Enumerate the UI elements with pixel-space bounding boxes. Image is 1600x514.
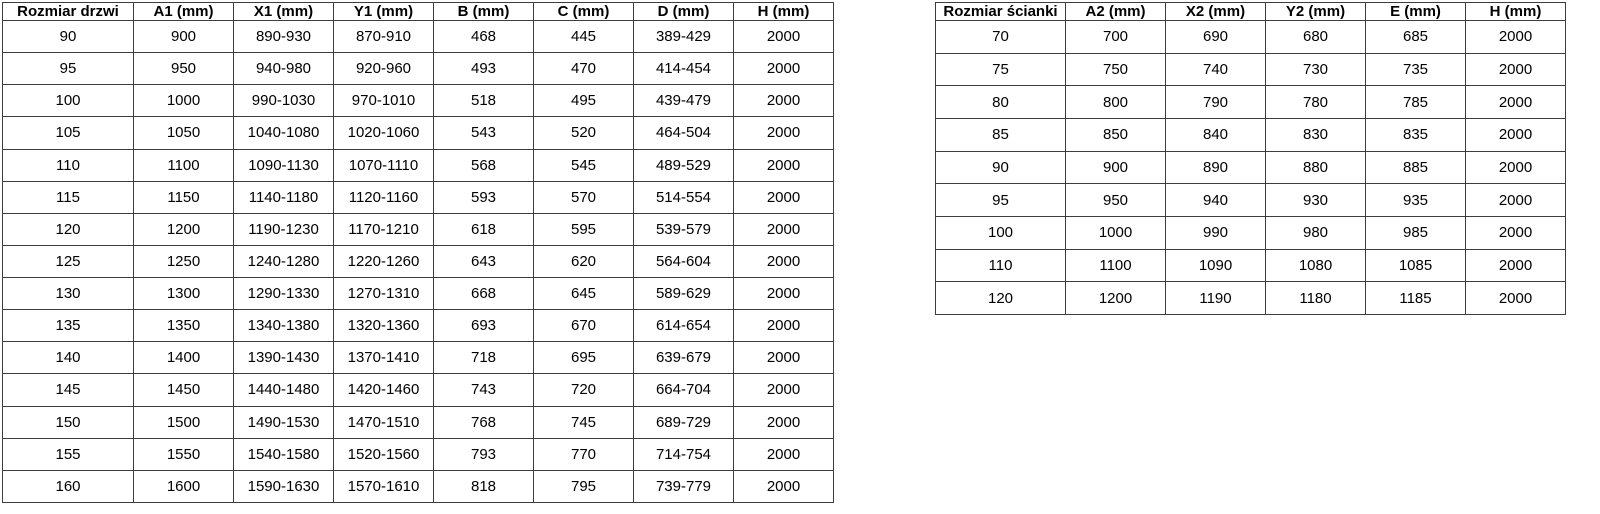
table-cell: 140 — [3, 342, 134, 374]
table-row — [936, 118, 1566, 151]
table-cell: 1140-1180 — [234, 181, 334, 213]
table-cell: 1200 — [1066, 282, 1166, 315]
table-cell: 100 — [3, 85, 134, 117]
table-cell: 90 — [3, 21, 134, 53]
table-cell: 690 — [1166, 21, 1266, 54]
table-cell: 1320-1360 — [334, 310, 434, 342]
table-cell: 735 — [1366, 53, 1466, 86]
table-cell: 2000 — [734, 85, 834, 117]
table-cell: 950 — [134, 53, 234, 85]
table-cell: 740 — [1166, 53, 1266, 86]
table-cell: 1170-1210 — [334, 213, 434, 245]
table-cell: 880 — [1266, 151, 1366, 184]
table-cell: 120 — [936, 282, 1066, 315]
table-cell: 1040-1080 — [234, 117, 334, 149]
table-cell: 1120-1160 — [334, 181, 434, 213]
table-cell: 2000 — [1466, 151, 1566, 184]
table-cell: 145 — [3, 374, 134, 406]
table-row — [3, 181, 834, 213]
table-row — [3, 245, 834, 277]
table-cell: 115 — [3, 181, 134, 213]
table-cell: 935 — [1366, 184, 1466, 217]
table-cell: 495 — [534, 85, 634, 117]
table-cell: 670 — [534, 310, 634, 342]
table-cell: 1020-1060 — [334, 117, 434, 149]
table-cell: 80 — [936, 86, 1066, 119]
table-cell: 1240-1280 — [234, 245, 334, 277]
table-row — [936, 21, 1566, 54]
table-cell: 2000 — [734, 53, 834, 85]
table-row — [936, 184, 1566, 217]
table-row — [936, 86, 1566, 119]
table-cell: 1420-1460 — [334, 374, 434, 406]
table-cell: 870-910 — [334, 21, 434, 53]
column-header: C (mm) — [534, 3, 634, 21]
table-cell: 1520-1560 — [334, 438, 434, 470]
table-cell: 2000 — [734, 117, 834, 149]
table-cell: 1090-1130 — [234, 149, 334, 181]
table-cell: 1090 — [1166, 249, 1266, 282]
table-cell: 70 — [936, 21, 1066, 54]
table-cell: 643 — [434, 245, 534, 277]
table-cell: 780 — [1266, 86, 1366, 119]
table-row — [3, 85, 834, 117]
column-header: Rozmiar drzwi — [3, 3, 134, 21]
table-cell: 685 — [1366, 21, 1466, 54]
table-cell: 2000 — [1466, 249, 1566, 282]
table-cell: 150 — [3, 406, 134, 438]
table-row — [3, 342, 834, 374]
table-cell: 2000 — [734, 470, 834, 502]
table-cell: 545 — [534, 149, 634, 181]
column-header: Y2 (mm) — [1266, 3, 1366, 21]
table-cell: 693 — [434, 310, 534, 342]
table-cell: 1200 — [134, 213, 234, 245]
table-cell: 1400 — [134, 342, 234, 374]
table-row — [3, 53, 834, 85]
table-cell: 1050 — [134, 117, 234, 149]
table-cell: 2000 — [1466, 53, 1566, 86]
table-cell: 518 — [434, 85, 534, 117]
table-cell: 1500 — [134, 406, 234, 438]
table-cell: 2000 — [734, 149, 834, 181]
table-cell: 1150 — [134, 181, 234, 213]
table-cell: 1085 — [1366, 249, 1466, 282]
table-row — [3, 310, 834, 342]
table-cell: 1250 — [134, 245, 234, 277]
table-cell: 155 — [3, 438, 134, 470]
table-cell: 1370-1410 — [334, 342, 434, 374]
door-table-header-row — [3, 3, 834, 21]
table-cell: 95 — [936, 184, 1066, 217]
table-cell: 2000 — [734, 342, 834, 374]
table-cell: 130 — [3, 278, 134, 310]
column-header: A1 (mm) — [134, 3, 234, 21]
table-cell: 95 — [3, 53, 134, 85]
table-cell: 445 — [534, 21, 634, 53]
table-cell: 750 — [1066, 53, 1166, 86]
table-cell: 2000 — [734, 181, 834, 213]
table-cell: 125 — [3, 245, 134, 277]
wall-size-table — [935, 2, 1566, 315]
table-cell: 2000 — [734, 374, 834, 406]
table-cell: 568 — [434, 149, 534, 181]
table-cell: 745 — [534, 406, 634, 438]
table-cell: 970-1010 — [334, 85, 434, 117]
table-cell: 720 — [534, 374, 634, 406]
table-row — [3, 470, 834, 502]
table-cell: 885 — [1366, 151, 1466, 184]
column-header: Y1 (mm) — [334, 3, 434, 21]
table-cell: 795 — [534, 470, 634, 502]
table-cell: 900 — [1066, 151, 1166, 184]
table-row — [3, 149, 834, 181]
table-cell: 985 — [1366, 216, 1466, 249]
table-cell: 90 — [936, 151, 1066, 184]
column-header: H (mm) — [734, 3, 834, 21]
table-row — [3, 406, 834, 438]
table-cell: 470 — [534, 53, 634, 85]
table-cell: 2000 — [1466, 184, 1566, 217]
table-cell: 840 — [1166, 118, 1266, 151]
table-cell: 689-729 — [634, 406, 734, 438]
table-cell: 818 — [434, 470, 534, 502]
table-cell: 718 — [434, 342, 534, 374]
table-cell: 389-429 — [634, 21, 734, 53]
table-cell: 100 — [936, 216, 1066, 249]
column-header: D (mm) — [634, 3, 734, 21]
table-cell: 1270-1310 — [334, 278, 434, 310]
table-cell: 890 — [1166, 151, 1266, 184]
column-header: B (mm) — [434, 3, 534, 21]
table-cell: 1450 — [134, 374, 234, 406]
table-cell: 850 — [1066, 118, 1166, 151]
table-cell: 85 — [936, 118, 1066, 151]
table-cell: 1080 — [1266, 249, 1366, 282]
table-cell: 668 — [434, 278, 534, 310]
table-cell: 2000 — [1466, 216, 1566, 249]
table-cell: 980 — [1266, 216, 1366, 249]
table-cell: 790 — [1166, 86, 1266, 119]
table-row — [936, 53, 1566, 86]
table-row — [3, 278, 834, 310]
table-cell: 105 — [3, 117, 134, 149]
table-cell: 1070-1110 — [334, 149, 434, 181]
table-cell: 1570-1610 — [334, 470, 434, 502]
table-cell: 1220-1260 — [334, 245, 434, 277]
table-cell: 2000 — [734, 213, 834, 245]
table-cell: 695 — [534, 342, 634, 374]
table-cell: 2000 — [1466, 118, 1566, 151]
table-cell: 768 — [434, 406, 534, 438]
table-cell: 1185 — [1366, 282, 1466, 315]
table-cell: 1470-1510 — [334, 406, 434, 438]
table-row — [936, 216, 1566, 249]
table-row — [936, 249, 1566, 282]
table-cell: 589-629 — [634, 278, 734, 310]
table-cell: 75 — [936, 53, 1066, 86]
table-cell: 1100 — [1066, 249, 1166, 282]
table-cell: 743 — [434, 374, 534, 406]
table-cell: 770 — [534, 438, 634, 470]
table-cell: 2000 — [1466, 21, 1566, 54]
table-cell: 2000 — [734, 21, 834, 53]
table-row — [3, 213, 834, 245]
table-cell: 160 — [3, 470, 134, 502]
table-cell: 2000 — [734, 310, 834, 342]
table-cell: 110 — [936, 249, 1066, 282]
table-cell: 1390-1430 — [234, 342, 334, 374]
table-cell: 489-529 — [634, 149, 734, 181]
table-cell: 1180 — [1266, 282, 1366, 315]
table-cell: 414-454 — [634, 53, 734, 85]
table-cell: 680 — [1266, 21, 1366, 54]
table-cell: 570 — [534, 181, 634, 213]
table-cell: 1490-1530 — [234, 406, 334, 438]
table-cell: 614-654 — [634, 310, 734, 342]
table-cell: 1540-1580 — [234, 438, 334, 470]
table-cell: 2000 — [734, 406, 834, 438]
table-cell: 1440-1480 — [234, 374, 334, 406]
table-cell: 730 — [1266, 53, 1366, 86]
table-cell: 639-679 — [634, 342, 734, 374]
table-cell: 439-479 — [634, 85, 734, 117]
table-cell: 1590-1630 — [234, 470, 334, 502]
table-cell: 1190-1230 — [234, 213, 334, 245]
table-cell: 990-1030 — [234, 85, 334, 117]
table-cell: 1350 — [134, 310, 234, 342]
table-cell: 514-554 — [634, 181, 734, 213]
column-header: X1 (mm) — [234, 3, 334, 21]
table-cell: 520 — [534, 117, 634, 149]
table-cell: 595 — [534, 213, 634, 245]
table-cell: 940-980 — [234, 53, 334, 85]
table-cell: 1550 — [134, 438, 234, 470]
table-cell: 468 — [434, 21, 534, 53]
table-cell: 664-704 — [634, 374, 734, 406]
table-cell: 2000 — [734, 245, 834, 277]
table-cell: 593 — [434, 181, 534, 213]
table-row — [3, 21, 834, 53]
column-header: H (mm) — [1466, 3, 1566, 21]
column-header: A2 (mm) — [1066, 3, 1166, 21]
table-cell: 700 — [1066, 21, 1166, 54]
table-row — [936, 151, 1566, 184]
table-cell: 1190 — [1166, 282, 1266, 315]
table-cell: 2000 — [734, 438, 834, 470]
table-cell: 618 — [434, 213, 534, 245]
table-cell: 920-960 — [334, 53, 434, 85]
column-header: X2 (mm) — [1166, 3, 1266, 21]
table-row — [3, 117, 834, 149]
table-cell: 1100 — [134, 149, 234, 181]
table-cell: 1000 — [134, 85, 234, 117]
table-cell: 835 — [1366, 118, 1466, 151]
table-cell: 120 — [3, 213, 134, 245]
table-cell: 1340-1380 — [234, 310, 334, 342]
table-row — [3, 438, 834, 470]
table-cell: 793 — [434, 438, 534, 470]
table-cell: 1000 — [1066, 216, 1166, 249]
table-cell: 564-604 — [634, 245, 734, 277]
door-size-table — [2, 2, 834, 503]
table-cell: 2000 — [1466, 282, 1566, 315]
table-cell: 1600 — [134, 470, 234, 502]
table-cell: 135 — [3, 310, 134, 342]
table-cell: 930 — [1266, 184, 1366, 217]
wall-table-header-row — [936, 3, 1566, 21]
table-cell: 464-504 — [634, 117, 734, 149]
table-cell: 539-579 — [634, 213, 734, 245]
table-row — [3, 374, 834, 406]
table-cell: 645 — [534, 278, 634, 310]
table-cell: 1290-1330 — [234, 278, 334, 310]
table-cell: 900 — [134, 21, 234, 53]
table-row — [936, 282, 1566, 315]
table-cell: 940 — [1166, 184, 1266, 217]
table-cell: 800 — [1066, 86, 1166, 119]
table-cell: 1300 — [134, 278, 234, 310]
table-cell: 110 — [3, 149, 134, 181]
table-cell: 785 — [1366, 86, 1466, 119]
table-cell: 739-779 — [634, 470, 734, 502]
table-cell: 990 — [1166, 216, 1266, 249]
table-cell: 493 — [434, 53, 534, 85]
table-cell: 2000 — [1466, 86, 1566, 119]
table-cell: 890-930 — [234, 21, 334, 53]
table-cell: 2000 — [734, 278, 834, 310]
table-cell: 950 — [1066, 184, 1166, 217]
table-cell: 620 — [534, 245, 634, 277]
column-header: Rozmiar ścianki — [936, 3, 1066, 21]
table-cell: 830 — [1266, 118, 1366, 151]
table-cell: 714-754 — [634, 438, 734, 470]
column-header: E (mm) — [1366, 3, 1466, 21]
table-cell: 543 — [434, 117, 534, 149]
